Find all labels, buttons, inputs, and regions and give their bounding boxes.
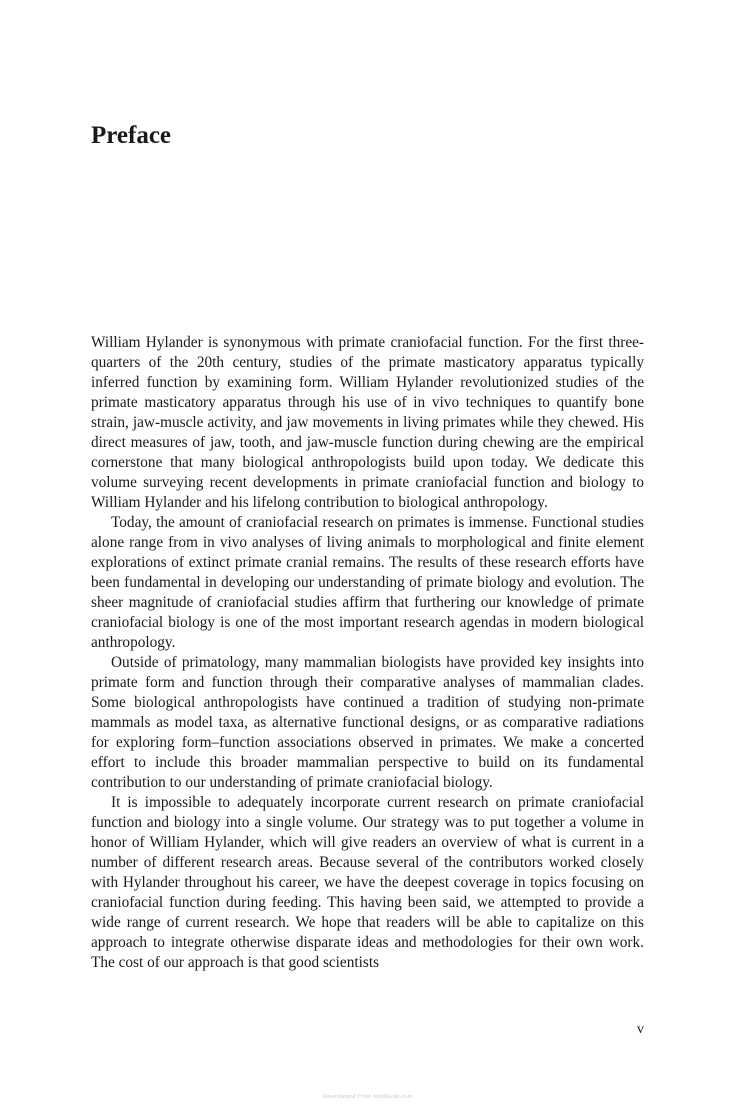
paragraph-1: William Hylander is synonymous with primate craniofacial function. For the first three-quarters of the 20th century, studies of the primate masticatory apparatus typically inferred function by examining form. William Hylander revolutionized studies of the primate masticatory apparatus through his use of in vivo techniques to quantify bone strain, jaw-muscle activity, and jaw movements in living primates while they chewed. His direct measures of jaw, tooth, and jaw-muscle function during chewing are the empirical cornerstone that many biological anthropologists build upon today. We dedicate this volume surveying recent developments in primate craniofacial function and biology to William Hylander and his lifelong contribution to biological anthropology.	[91, 334, 644, 511]
paragraph-2: Today, the amount of craniofacial research on primates is immense. Functional studies alone range from in vivo analyses of living animals to morphological and finite element explorations of extinct primate cranial remains. The results of these research efforts have been fundamental in developing our understanding of primate biology and evolution. The sheer magnitude of craniofacial studies affirm that furthering our knowledge of primate craniofacial biology is one of the most important research agendas in modern biological anthropology.	[91, 514, 644, 651]
paragraph-3: Outside of primatology, many mammalian biologists have provided key insights into primate form and function through their comparative analyses of mammalian clades. Some biological anthropologists have continued a tradition of studying non-primate mammals as model taxa, as alternative functional designs, or as comparative radiations for exploring form–function associations observed in primates. We make a concerted effort to include this broader mammalian perspective to build on its fundamental contribution to our understanding of primate craniofacial biology.	[91, 654, 644, 791]
page-title: Preface	[91, 122, 172, 149]
preface-body	[91, 333, 644, 973]
paragraph-4: It is impossible to adequately incorporate current research on primate craniofacial function and biology into a single volume. Our strategy was to put together a volume in honor of William Hylander, which will give readers an overview of what is current in a number of different research areas. Because several of the contributors worked closely with Hylander throughout his career, we have the deepest coverage in topics focusing on craniofacial function during feeding. This having been said, we attempted to provide a wide range of current research. We hope that readers will be able to capitalize on this approach to integrate otherwise disparate ideas and methodologies for their own work. The cost of our approach is that good scientists	[91, 794, 644, 971]
page-number: v	[637, 1022, 644, 1037]
download-watermark: Downloaded From VetoBooks.com	[322, 1094, 413, 1100]
